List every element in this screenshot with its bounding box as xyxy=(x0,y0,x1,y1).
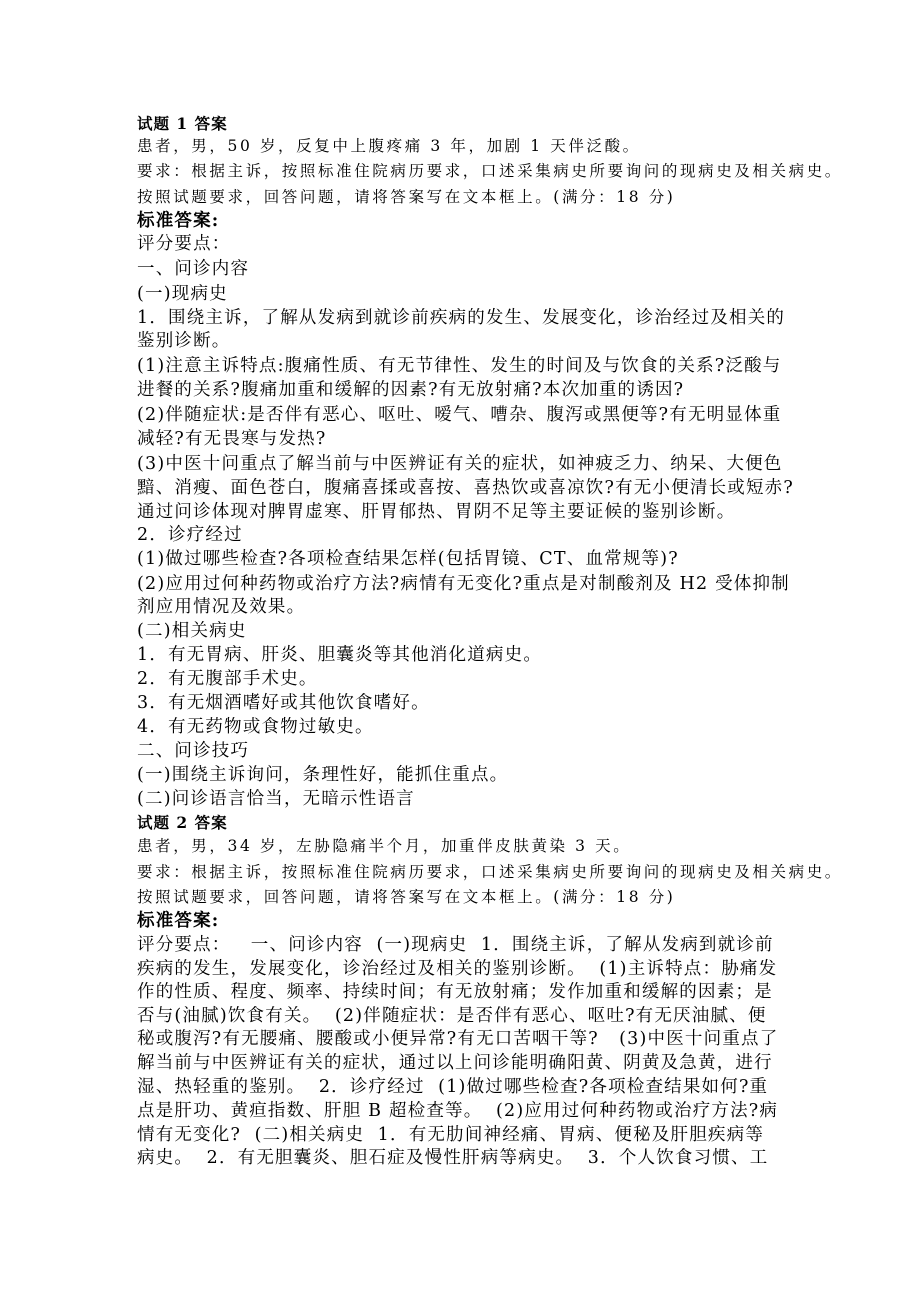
answer-line: 否与(油腻)饮食有关。 (2)伴随症状：是否伴有恶心、呕吐?有无厌油腻、便 xyxy=(137,1006,767,1026)
answer-line: (2)应用过何种药物或治疗方法?病情有无变化?重点是对制酸剂及 H2 受体抑制 xyxy=(137,574,790,594)
answer-line: 二、问诊技巧 xyxy=(137,741,250,761)
answer-line: 减轻?有无畏寒与发热? xyxy=(137,429,327,449)
answer-line: 剂应用情况及效果。 xyxy=(137,597,306,617)
answer-line: 湿、热轻重的鉴别。 2．诊疗经过 (1)做过哪些检查?各项检查结果如何?重 xyxy=(137,1077,769,1097)
answer-line: 2．有无腹部手术史。 xyxy=(137,669,318,689)
requirement-text: 要求：根据主诉，按照标准住院病历要求，口述采集病史所要询问的现病史及相关病史。 xyxy=(137,162,843,180)
patient-description: 患者，男，34 岁，左胁隐痛半个月，加重伴皮肤黄染 3 天。 xyxy=(137,837,632,855)
answer-line: 1．围绕主诉，了解从发病到就诊前疾病的发生、发展变化，诊治经过及相关的 xyxy=(137,308,786,328)
answer-heading: 标准答案: xyxy=(137,911,220,931)
patient-description: 患者，男，50 岁，反复中上腹疼痛 3 年，加剧 1 天伴泛酸。 xyxy=(137,137,641,155)
answer-line: (1)做过哪些检查?各项检查结果怎样(包括胃镜、CT、血常规等)? xyxy=(137,549,679,569)
answer-line: 解当前与中医辨证有关的症状，通过以上问诊能明确阳黄、阴黄及急黄，进行 xyxy=(137,1053,773,1073)
answer-line: 通过问诊体现对脾胃虚寒、肝胃郁热、胃阴不足等主要证候的鉴别诊断。 xyxy=(137,502,736,522)
answer-line: 2．诊疗经过 xyxy=(137,525,243,545)
answer-line: 3．有无烟酒嗜好或其他饮食嗜好。 xyxy=(137,693,430,713)
answer-line: 4．有无药物或食物过敏史。 xyxy=(137,717,374,737)
question-title: 试题 1 答案 xyxy=(137,114,228,133)
instruction-text: 按照试题要求，回答问题，请将答案写在文本框上。(满分：18 分) xyxy=(137,888,676,906)
answer-line: 作的性质、程度、频率、持续时间；有无放射痛；发作加重和缓解的因素；是 xyxy=(137,982,773,1002)
answer-line: 进餐的关系?腹痛加重和缓解的因素?有无放射痛?本次加重的诱因? xyxy=(137,380,685,400)
answer-line: 情有无变化? (二)相关病史 1．有无肋间神经痛、胃病、便秘及肝胆疾病等 xyxy=(137,1125,765,1145)
answer-line: 评分要点： xyxy=(137,234,231,254)
answer-line: 一、问诊内容 xyxy=(137,259,250,279)
answer-line: (3)中医十问重点了解当前与中医辨证有关的症状，如神疲乏力、纳呆、大便色 xyxy=(137,454,783,474)
answer-line: 评分要点： 一、问诊内容 (一)现病史 1．围绕主诉，了解从发病到就诊前 xyxy=(137,935,774,955)
answer-line: (二)问诊语言恰当，无暗示性语言 xyxy=(137,789,415,809)
answer-line: (1)注意主诉特点:腹痛性质、有无节律性、发生的时间及与饮食的关系?泛酸与 xyxy=(137,356,782,376)
answer-line: (二)相关病史 xyxy=(137,621,247,641)
requirement-text: 要求：根据主诉，按照标准住院病历要求，口述采集病史所要询问的现病史及相关病史。 xyxy=(137,863,843,881)
answer-heading: 标准答案: xyxy=(137,211,220,231)
instruction-text: 按照试题要求，回答问题，请将答案写在文本框上。(满分：18 分) xyxy=(137,188,676,206)
answer-line: 疾病的发生，发展变化，诊治经过及相关的鉴别诊断。 (1)主诉特点：胁痛发 xyxy=(137,959,778,979)
answer-line: 点是肝功、黄疸指数、肝胆 B 超检查等。 (2)应用过何种药物或治疗方法?病 xyxy=(137,1101,779,1121)
answer-line: 黯、消瘦、面色苍白，腹痛喜揉或喜按、喜热饮或喜凉饮?有无小便清长或短赤? xyxy=(137,478,794,498)
answer-line: (一)围绕主诉询问，条理性好，能抓住重点。 xyxy=(137,765,509,785)
answer-line: 鉴别诊断。 xyxy=(137,331,231,351)
question-title: 试题 2 答案 xyxy=(137,813,228,832)
answer-line: 1．有无胃病、肝炎、胆囊炎等其他消化道病史。 xyxy=(137,645,543,665)
answer-line: 秘或腹泻?有无腰痛、腰酸或小便异常?有无口苦咽干等? (3)中医十问重点了 xyxy=(137,1029,779,1049)
answer-line: 病史。 2．有无胆囊炎、胆石症及慢性肝病等病史。 3．个人饮食习惯、工 xyxy=(137,1148,769,1168)
answer-line: (一)现病史 xyxy=(137,284,228,304)
answer-line: (2)伴随症状:是否伴有恶心、呕吐、嗳气、嘈杂、腹泻或黑便等?有无明显体重 xyxy=(137,405,782,425)
